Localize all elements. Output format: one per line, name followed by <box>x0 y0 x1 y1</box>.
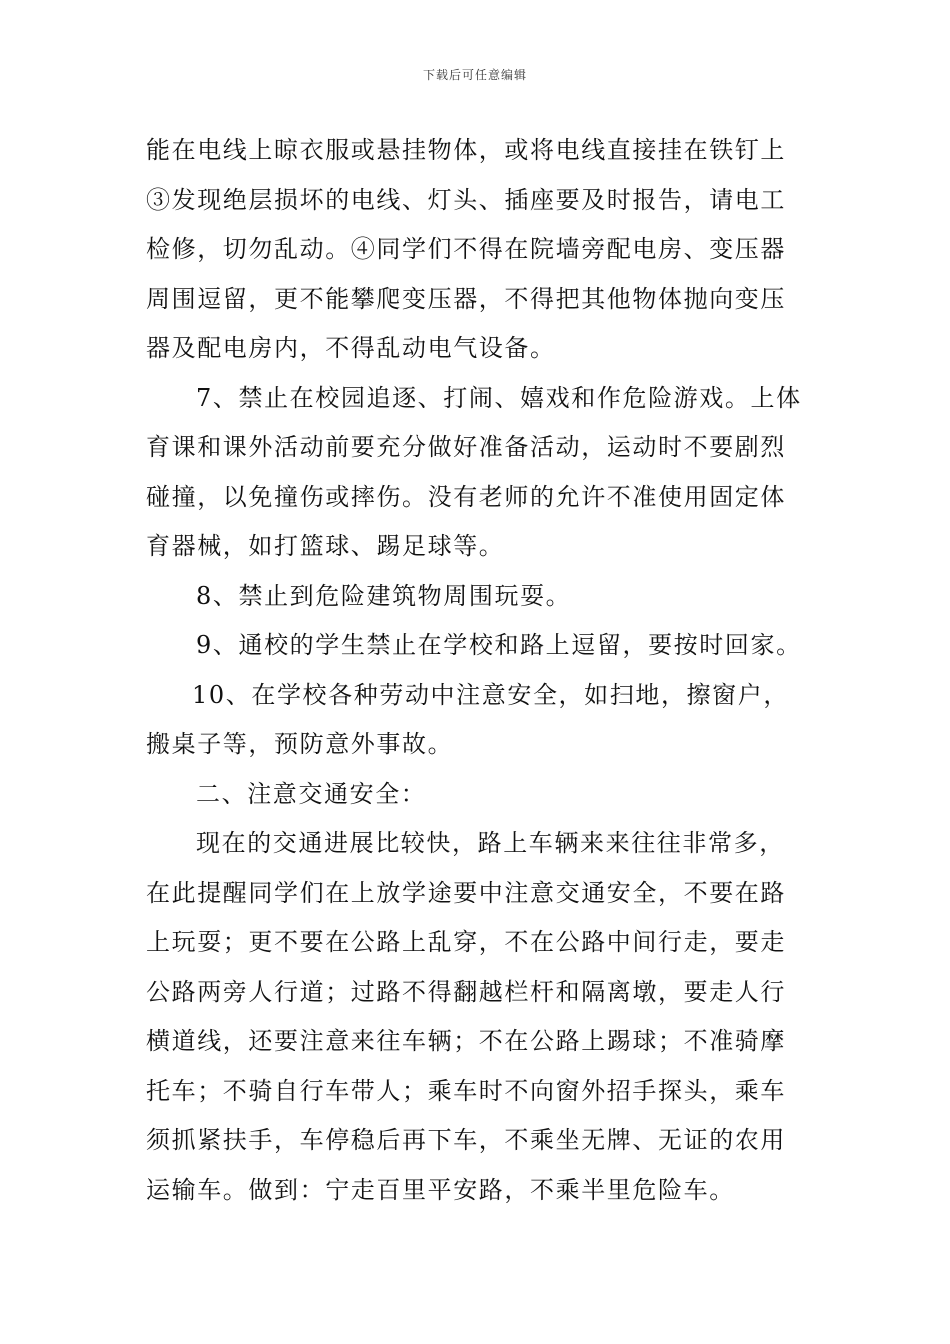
text-line: ③发现绝层损坏的电线、灯头、插座要及时报告，请电工 <box>146 185 786 214</box>
text-line: 能在电线上晾衣服或悬挂物体，或将电线直接挂在铁钉上 <box>146 136 786 164</box>
text-line: 检修，切勿乱动。④同学们不得在院墙旁配电房、变压器 <box>146 235 786 263</box>
text-line: 公路两旁人行道；过路不得翻越栏杆和隔离墩，要走人行 <box>146 977 786 1006</box>
text-line: 在此提醒同学们在上放学途要中注意交通安全，不要在路 <box>146 878 786 907</box>
page-header-note: 下载后可任意编辑 <box>422 68 527 82</box>
text-line: 器及配电房内，不得乱动电气设备。 <box>146 334 556 362</box>
paragraph-9: 9、通校的学生禁止在学校和路上逗留，要按时回家。 <box>196 631 802 659</box>
paragraph-traffic-start: 现在的交通进展比较快，路上车辆来来往往非常多， <box>196 829 785 857</box>
text-line: 搬桌子等，预防意外事故。 <box>146 730 454 758</box>
text-line: 碰撞，以免撞伤或摔伤。没有老师的允许不准使用固定体 <box>146 482 786 511</box>
text-line: 横道线，还要注意来往车辆；不在公路上踢球；不准骑摩 <box>146 1027 786 1055</box>
document-body <box>146 126 808 1215</box>
paragraph-8: 8、禁止到危险建筑物周围玩耍。 <box>196 581 572 610</box>
text-line: 育课和课外活动前要充分做好准备活动，运动时不要剧烈 <box>146 433 786 461</box>
text-line: 上玩耍；更不要在公路上乱穿，不在公路中间行走，要走 <box>146 928 786 956</box>
text-line: 运输车。做到：宁走百里平安路，不乘半里危险车。 <box>146 1175 735 1204</box>
text-line: 须抓紧扶手，车停稳后再下车，不乘坐无牌、无证的农用 <box>146 1126 786 1154</box>
text-line: 育器械，如打篮球、踢足球等。 <box>146 532 505 560</box>
paragraph-7-start: 7、禁止在校园追逐、打闹、嬉戏和作危险游戏。上体 <box>196 383 802 412</box>
section-heading-traffic: 二、注意交通安全： <box>196 779 427 808</box>
paragraph-10-start: 10、在学校各种劳动中注意安全，如扫地，擦窗户， <box>192 680 789 709</box>
text-line: 托车；不骑自行车带人；乘车时不向窗外招手探头，乘车 <box>146 1076 786 1105</box>
text-line: 周围逗留，更不能攀爬变压器，不得把其他物体抛向变压 <box>146 284 786 313</box>
